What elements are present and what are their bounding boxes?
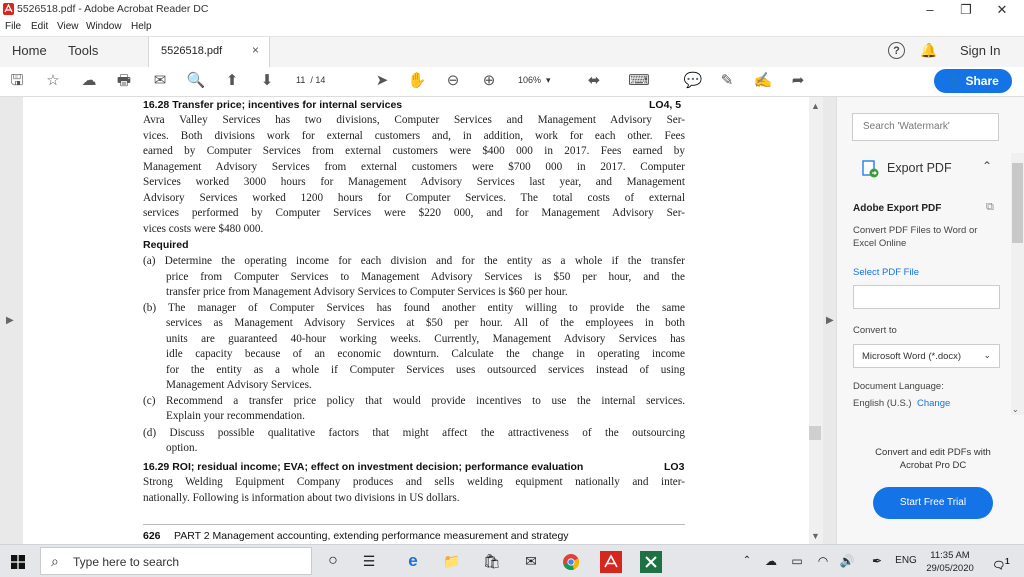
search-tools-input[interactable] (852, 113, 999, 141)
learning-objective-16-28: LO4, 5 (649, 99, 682, 111)
text-line: Explain your recommendation. (166, 410, 305, 422)
share-label: Share (965, 74, 999, 88)
chrome-icon[interactable] (562, 553, 580, 571)
previous-page-icon[interactable]: ⬆ (225, 72, 239, 89)
battery-icon[interactable]: ▭ (791, 554, 803, 568)
change-language-link[interactable]: Change (917, 398, 951, 409)
menu-file[interactable]: File (5, 21, 22, 32)
menu-window[interactable]: Window (86, 21, 122, 32)
zoom-search-icon[interactable]: 🔍 (186, 72, 206, 89)
text-line: Advisory Services worked 1200 hours for Computer Services. The total costs of external (143, 192, 685, 204)
share-button[interactable]: 👤 Share (934, 69, 1012, 93)
wifi-icon[interactable]: ◠ (817, 554, 829, 568)
text-line: Services worked 3000 hours for Management Advisory Services last year, and Management (143, 176, 685, 188)
save-icon[interactable]: 🖫 (10, 72, 24, 89)
text-line: (d) Discuss possible qualitative factors that might affect the attractiveness of the outsourcing (143, 427, 685, 439)
left-panel-toggle-icon[interactable]: ▶ (6, 315, 14, 326)
store-icon[interactable]: 🛍 (483, 553, 501, 569)
menu-bar (0, 19, 1024, 36)
panel-scrollbar-thumb[interactable] (1012, 163, 1023, 243)
section-heading: Required (143, 239, 189, 251)
zoom-value: 106% (518, 75, 542, 85)
copy-icon[interactable]: ⧉ (986, 201, 994, 213)
mail-icon[interactable]: ✉ (525, 553, 537, 569)
search-placeholder: Search 'Watermark' (863, 121, 950, 132)
restore-button[interactable]: ❐ (960, 2, 972, 17)
clock-date: 29/05/2020 (926, 563, 974, 574)
text-line: (c) Recommend a transfer price policy that would provide incentives to use the internal services. (143, 395, 685, 407)
windows-taskbar (0, 544, 1024, 577)
task-view-icon[interactable]: ☰ (362, 553, 376, 569)
text-line: transfer price from Management Advisory Services to Computer Services is $60 per hour. (166, 286, 568, 298)
menu-view[interactable]: View (57, 21, 79, 32)
select-cursor-icon[interactable]: ➤ (375, 72, 389, 89)
windows-start-icon[interactable] (11, 555, 25, 569)
text-line: units are guaranteed 40-hour working weeks. Currently, Management Advisory Services has (166, 333, 685, 345)
pen-workspace-icon[interactable]: ✒ (871, 554, 883, 568)
document-area[interactable] (0, 97, 836, 544)
volume-icon[interactable]: 🔊 (839, 554, 855, 568)
convert-to-label: Convert to (853, 325, 897, 336)
email-icon[interactable]: ✉ (153, 72, 167, 89)
adobe-export-pdf-title: Adobe Export PDF (853, 203, 942, 214)
section-heading: 16.28 Transfer price; incentives for internal services (143, 99, 403, 111)
minimize-button[interactable]: – (926, 2, 934, 17)
notification-count: 1 (1005, 556, 1010, 566)
learning-objective-16-29: LO3 (664, 461, 685, 473)
text-line: vices costs were $480 000. (143, 223, 264, 235)
fit-page-icon[interactable]: ⬌ (587, 72, 601, 89)
page-current[interactable]: 11 (296, 75, 306, 85)
bookmark-star-icon[interactable]: ☆ (46, 72, 60, 89)
keyboard-icon[interactable]: ⌨ (628, 72, 650, 89)
panel-scrollbar[interactable] (1011, 153, 1024, 415)
more-tools-icon[interactable]: ➦ (791, 72, 805, 89)
text-line: earned by Computer Services from external customers were $400 000 in 2017. Fees earned by (143, 145, 685, 157)
clock-time: 11:35 AM (930, 550, 970, 561)
text-line: (a) Determine the operating income for each division and for the entity as a whole if the transfer (143, 255, 685, 267)
text-line: idle capacity because of an economic downturn. Calculate the change in operating income (166, 348, 685, 360)
cortana-icon[interactable]: ○ (328, 552, 338, 569)
upload-cloud-icon[interactable]: ☁ (81, 72, 97, 89)
footer-text: PART 2 Management accounting, extending performance measurement and strategy (174, 530, 569, 542)
select-pdf-file-link[interactable]: Select PDF File (853, 267, 919, 278)
text-line: Strong Welding Equipment Company produces and sells welding equipment nationally and inter- (143, 476, 685, 488)
scrollbar-thumb[interactable] (809, 426, 821, 440)
text-line: Management Advisory Services. (166, 379, 312, 391)
help-icon[interactable]: ? (888, 42, 905, 59)
tab-document[interactable] (148, 37, 270, 67)
start-free-trial-button[interactable]: Start Free Trial (873, 487, 993, 519)
text-line: Management Advisory Services from external customers were $700 000 in 2017. Computer (143, 161, 685, 173)
notification-bell-icon[interactable]: 🔔 (920, 42, 938, 58)
panel-scroll-down-icon[interactable]: ⌄ (1012, 405, 1019, 414)
menu-help[interactable]: Help (131, 21, 152, 32)
section-heading: 16.29 ROI; residual income; EVA; effect on investment decision; performance evaluation (143, 461, 584, 473)
toolbar (0, 67, 1024, 97)
text-line: vices. Both divisions work for external customers and, in addition, work for each other. Fees (143, 130, 685, 142)
footer-page-number: 626 (143, 530, 161, 542)
highlight-pen-icon[interactable]: ✎ (720, 72, 734, 89)
pdf-page (23, 97, 809, 544)
text-line: nationally. Following is information about two divisions in US dollars. (143, 492, 460, 504)
print-icon[interactable]: 🖶 (116, 72, 132, 89)
acrobat-logo-icon (3, 3, 14, 15)
selected-file-field[interactable] (853, 285, 1000, 309)
text-line: services performed by Computer Services were $220 000, and for Management Advisory Ser- (143, 207, 685, 219)
close-window-button[interactable]: ✕ (996, 2, 1008, 17)
zoom-level[interactable]: 106% ▾ (518, 75, 551, 85)
taskbar-search-placeholder: Type here to search (73, 555, 180, 569)
collapse-chevron-icon[interactable]: ⌃ (982, 159, 993, 173)
dropdown-chevron-icon: ⌄ (983, 350, 991, 360)
file-explorer-icon[interactable]: 📁 (443, 553, 461, 569)
zoom-in-icon[interactable]: ⊕ (482, 72, 496, 89)
scroll-up-icon[interactable]: ▲ (811, 101, 820, 111)
window-title: 5526518.pdf - Adobe Acrobat Reader DC (17, 3, 209, 15)
show-hidden-icons[interactable]: ⌃ (742, 555, 752, 566)
next-page-icon[interactable]: ⬇ (260, 72, 274, 89)
onedrive-icon[interactable]: ☁ (765, 554, 777, 568)
sign-icon[interactable]: ✍ (753, 72, 773, 89)
convert-format-value: Microsoft Word (*.docx) (862, 351, 962, 362)
search-icon: ⌕ (51, 553, 59, 569)
zoom-out-icon[interactable]: ⊖ (446, 72, 460, 89)
sign-in-button[interactable]: Sign In (960, 43, 1001, 58)
excel-icon[interactable] (640, 551, 662, 573)
right-panel-toggle-icon[interactable]: ▶ (826, 315, 834, 326)
promo-text: Convert and edit PDFs with Acrobat Pro DC (875, 447, 991, 471)
page-total: / 14 (310, 75, 326, 85)
tab-bar (0, 36, 1024, 68)
text-line: (b) The manager of Computer Services has found another entity willing to provide the same (143, 302, 685, 314)
convert-description: Convert PDF Files to Word or Excel Online (853, 225, 978, 249)
notification-center-icon[interactable]: 🗨$^1$ (992, 556, 1010, 572)
edge-browser-icon[interactable]: e (408, 551, 418, 570)
hand-tool-icon[interactable]: ✋ (407, 72, 427, 89)
document-tab-label: 5526518.pdf (161, 45, 223, 57)
menu-edit[interactable]: Edit (31, 21, 49, 32)
footer-divider (143, 524, 685, 525)
right-tools-panel (836, 97, 1024, 544)
system-clock[interactable] (924, 549, 976, 575)
tab-tools[interactable]: Tools (68, 43, 99, 58)
export-pdf-icon (861, 160, 879, 178)
text-line: price from Computer Services to Management Advisory Services is $50 per hour, and the (166, 271, 685, 283)
scroll-down-icon[interactable]: ▼ (811, 531, 820, 541)
tab-home[interactable]: Home (12, 43, 47, 58)
title-bar (0, 0, 1024, 19)
export-pdf-header[interactable]: Export PDF (887, 161, 952, 175)
acrobat-taskbar-icon[interactable] (600, 551, 622, 573)
comment-icon[interactable]: 💬 (683, 72, 703, 89)
language-indicator[interactable]: ENG (895, 555, 917, 566)
document-language-label: Document Language: (853, 381, 944, 392)
taskbar-search-input[interactable] (40, 547, 312, 575)
document-scrollbar[interactable] (809, 97, 823, 544)
page-indicator[interactable] (296, 75, 325, 85)
text-line: services as Management Advisory Services at $50 per hour. All of the employees in both (166, 317, 685, 329)
close-tab-icon[interactable]: × (251, 43, 259, 57)
text-line: option. (166, 442, 198, 454)
text-line: for the entity as a whole if Computer Services uses outsourced services instead of using (166, 364, 685, 376)
text-line: Avra Valley Services has two divisions, Computer Services and Management Advisory Ser- (143, 114, 685, 126)
document-language-value: English (U.S.) (853, 398, 912, 409)
convert-format-select[interactable] (853, 344, 1000, 368)
